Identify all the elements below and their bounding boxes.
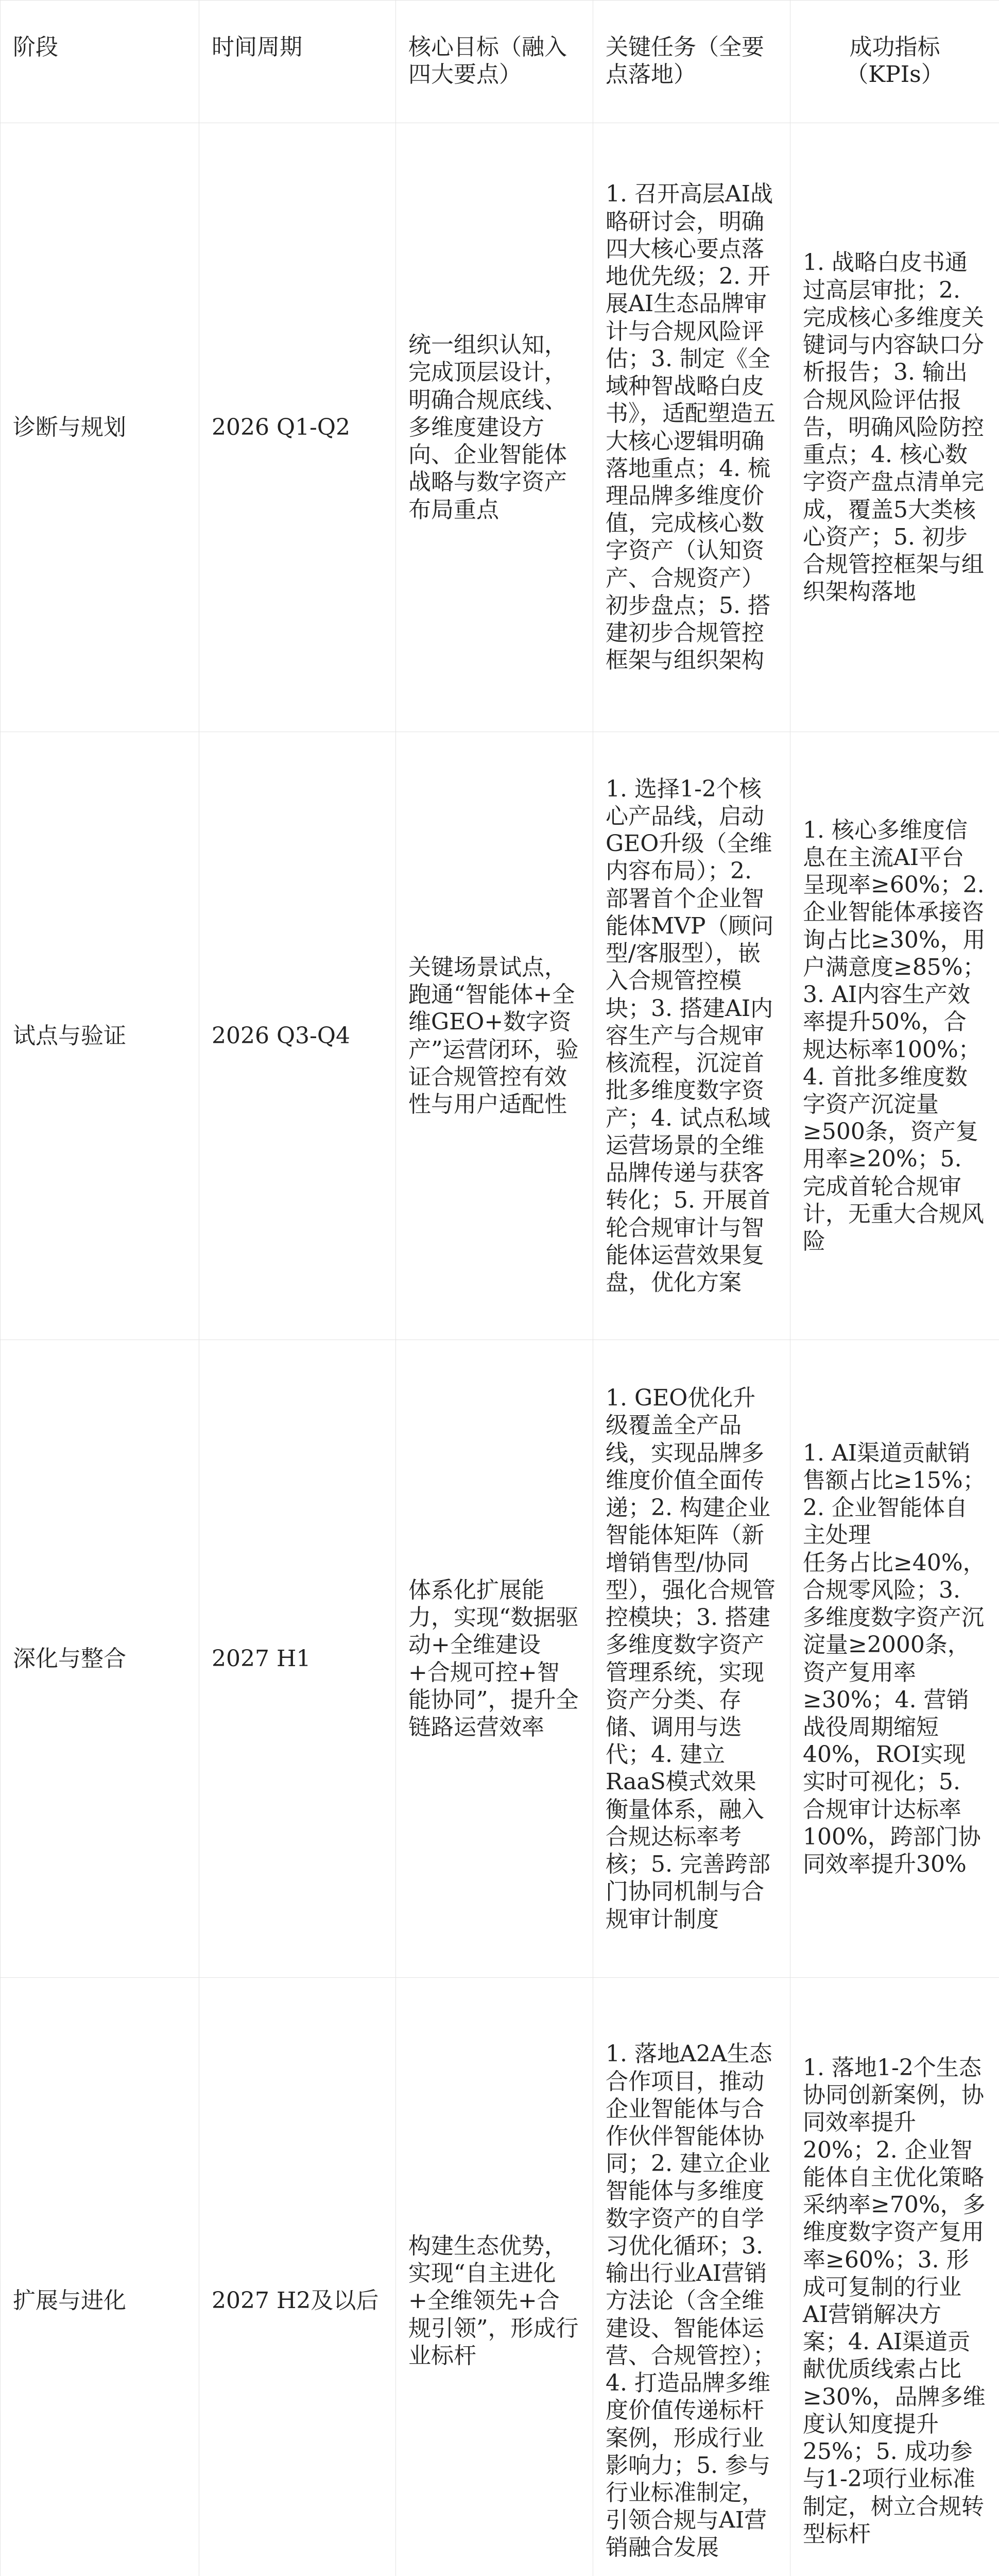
period-cell: 2026 Q1-Q2 xyxy=(199,123,396,732)
tasks-cell: 1. 选择1-2个核心产品线，启动GEO升级（全维内容布局）；2. 部署首个企业智能体MVP（顾问型/客服型），嵌入合规管控模块；3. 搭建AI内容生产与合规审核流程，沉淀首批多维度数字资产；4. 试点私域运营场景的全维品牌传递与获客转化；5. 开展首轮合规审计与智能体运营效果复盘，优化方案 xyxy=(593,732,790,1340)
table-row xyxy=(1,1340,999,1978)
kpis-cell: 1. 核心多维度信息在主流AI平台呈现率≥60%；2. 企业智能体承接咨询占比≥30%，用户满意度≥85%；3. AI内容生产效率提升50%，合规达标率100%；4. 首批多维度数字资产沉淀量≥500条，资产复用率≥20%；5. 完成首轮合规审计，无重大合规风险 xyxy=(790,732,999,1340)
header-phase: 阶段 xyxy=(1,1,199,123)
phase-cell: 试点与验证 xyxy=(1,732,199,1340)
header-kpis: 成功指标 （KPIs） xyxy=(790,1,999,123)
header-row xyxy=(1,1,999,123)
kpis-cell: 1. 落地1-2个生态协同创新案例，协同效率提升20%；2. 企业智能体自主优化策略采纳率≥70%，多维度数字资产复用率≥60%；3. 形成可复制的行业AI营销解决方案；4. AI渠道贡献优质线索占比≥30%，品牌多维度认知度提升25%；5. 成功参与1-2项行业标准制定，树立合规转型标杆 xyxy=(790,1978,999,2576)
header-goal: 核心目标（融入四大要点） xyxy=(396,1,593,123)
goal-cell: 关键场景试点，跑通“智能体+全维GEO+数字资产”运营闭环，验证合规管控有效性与用户适配性 xyxy=(396,732,593,1340)
phase-cell: 诊断与规划 xyxy=(1,123,199,732)
tasks-cell: 1. GEO优化升级覆盖全产品线，实现品牌多维度价值全面传递；2. 构建企业智能体矩阵（新增销售型/协同型），强化合规管控模块；3. 搭建多维度数字资产管理系统，实现资产分类、存储、调用与迭代；4. 建立RaaS模式效果衡量体系，融入合规达标率考核；5. 完善跨部门协同机制与合规审计制度 xyxy=(593,1340,790,1978)
period-cell: 2027 H2及以后 xyxy=(199,1978,396,2576)
goal-cell: 体系化扩展能力，实现“数据驱动+全维建设+合规可控+智能协同”，提升全链路运营效率 xyxy=(396,1340,593,1978)
kpis-cell: 1. AI渠道贡献销售额占比≥15%；2. 企业智能体自主处理 任务占比≥40%，合规零风险；3. 多维度数字资产沉淀量≥2000条，资产复用率≥30%；4. 营销战役周期缩短40%，ROI实现实时可视化；5. 合规审计达标率100%，跨部门协同效率提升30% xyxy=(790,1340,999,1978)
goal-cell: 统一组织认知，完成顶层设计，明确合规底线、多维度建设方向、企业智能体战略与数字资产布局重点 xyxy=(396,123,593,732)
header-tasks: 关键任务（全要点落地） xyxy=(593,1,790,123)
phase-cell: 扩展与进化 xyxy=(1,1978,199,2576)
tasks-cell: 1. 落地A2A生态合作项目，推动企业智能体与合作伙伴智能体协同；2. 建立企业智能体与多维度数字资产的自学习优化循环；3. 输出行业AI营销方法论（含全维建设、智能体运营、合规管控）；4. 打造品牌多维度价值传递标杆案例，形成行业影响力；5. 参与行业标准制定，引领合规与AI营销融合发展 xyxy=(593,1978,790,2576)
table-row xyxy=(1,732,999,1340)
header-period: 时间周期 xyxy=(199,1,396,123)
kpis-cell: 1. 战略白皮书通过高层审批；2. 完成核心多维度关键词与内容缺口分析报告；3. 输出合规风险评估报告，明确风险防控重点；4. 核心数字资产盘点清单完成，覆盖5大类核心资产；5. 初步合规管控框架与组织架构落地 xyxy=(790,123,999,732)
period-cell: 2026 Q3-Q4 xyxy=(199,732,396,1340)
table-row xyxy=(1,1978,999,2576)
period-cell: 2027 H1 xyxy=(199,1340,396,1978)
tasks-cell: 1. 召开高层AI战略研讨会，明确四大核心要点落地优先级；2. 开展AI生态品牌审计与合规风险评估；3. 制定《全域种智战略白皮书》，适配塑造五大核心逻辑明确落地重点；4. 梳理品牌多维度价值，完成核心数字资产（认知资产、合规资产）初步盘点；5. 搭建初步合规管控框架与组织架构 xyxy=(593,123,790,732)
table-row xyxy=(1,123,999,732)
phase-cell: 深化与整合 xyxy=(1,1340,199,1978)
goal-cell: 构建生态优势，实现“自主进化+全维领先+合规引领”，形成行业标杆 xyxy=(396,1978,593,2576)
